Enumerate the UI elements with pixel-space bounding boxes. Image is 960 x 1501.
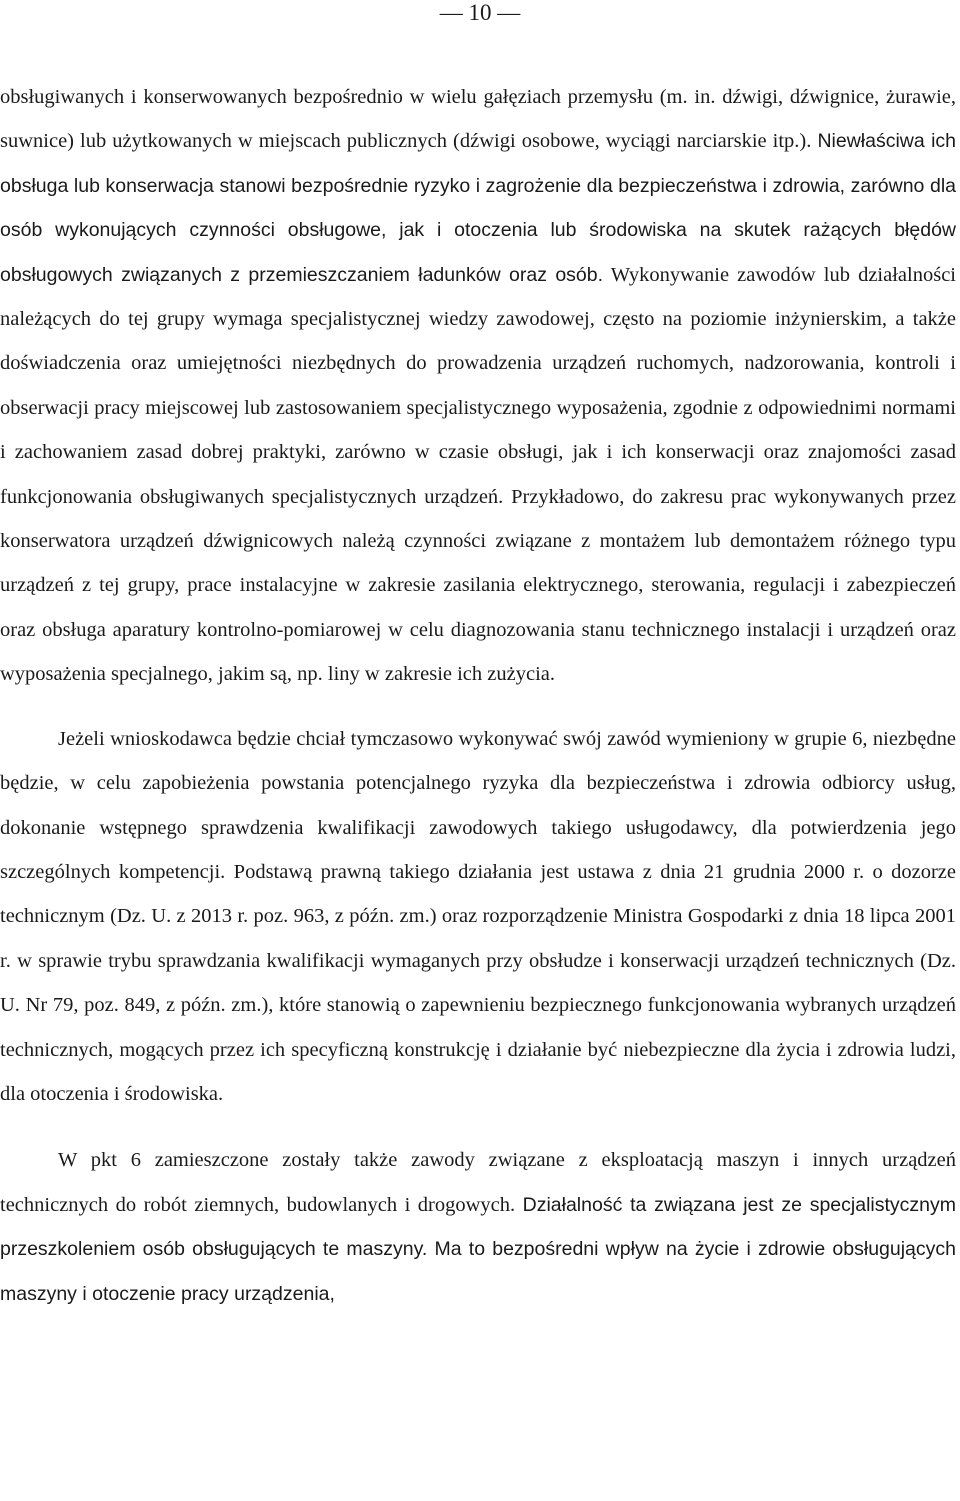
paragraph-3-text-a: W pkt 6 zamieszczone zostały także zawody związane z eksploatacją maszyn i innych urządzeń technicznych do robót ziemnych, budowlanych i drogowych. bbox=[0, 1149, 956, 1216]
paragraph-3 bbox=[0, 1138, 956, 1316]
paragraph-2 bbox=[0, 717, 956, 1117]
paragraph-1 bbox=[0, 75, 956, 697]
paragraph-2-text: Jeżeli wnioskodawca będzie chciał tymczasowo wykonywać swój zawód wymieniony w grupie 6, niezbędne będzie, w celu zapobieżenia powstania potencjalnego ryzyka dla bezpieczeństwa i zdrowia odbiorcy usług, dokonanie wstępnego sprawdzenia kwalifikacji zawodowych takiego usługodawcy, dla potwierdzenia jego szczególnych kompetencji. Podstawą prawną takiego działania jest ustawa z dnia 21 grudnia 2000 r. o dozorze technicznym (Dz. U. z 2013 r. poz. 963, z późn. zm.) oraz rozporządzenie Ministra Gospodarki z dnia 18 lipca 2001 r. w sprawie trybu sprawdzania kwalifikacji wymaganych przy obsłudze i konserwacji urządzeń technicznych (Dz. U. Nr 79, poz. 849, z późn. zm.), które stanowią o zapewnieniu bezpiecznego funkcjonowania wybranych urządzeń technicznych, mogących przez ich specyficzną konstrukcję i działanie być niebezpieczne dla życia i zdrowia ludzi, dla otoczenia i środowiska. bbox=[0, 727, 956, 1105]
paragraph-1-text-a: obsługiwanych i konserwowanych bezpośrednio w wielu gałęziach przemysłu (m. in. dźwigi, dźwignice, żurawie, suwnice) lub użytkowanych w miejscach publicznych (dźwigi osobowe, wyciągi narciarskie itp.). bbox=[0, 86, 956, 153]
document-body bbox=[0, 75, 956, 1316]
paragraph-3-text-b: Działalność ta związana jest ze specjalistycznym przeszkoleniem osób obsługujących te maszyny. Ma to bezpośredni wpływ na życie i zdrowie obsługujących maszyny i otoczenie pracy urządzenia, bbox=[0, 1193, 956, 1305]
paragraph-1-text-c: Wykonywanie zawodów lub działalności należących do tej grupy wymaga specjalistycznej wiedzy zawodowej, często na poziomie inżynierskim, a także doświadczenia oraz umiejętności niezbędnych do prowadzenia urządzeń ruchomych, nadzorowania, kontroli i obserwacji pracy miejscowej lub zastosowaniem specjalistycznego wyposażenia, zgodnie z odpowiednimi normami i zachowaniem zasad dobrej praktyki, zarówno w czasie obsługi, jak i ich konserwacji oraz znajomości zasad funkcjonowania obsługiwanych specjalistycznych urządzeń. Przykładowo, do zakresu prac wykonywanych przez konserwatora urządzeń dźwignicowych należą czynności związane z montażem lub demontażem różnego typu urządzeń z tej grupy, prace instalacyjne w zakresie zasilania elektrycznego, sterowania, regulacji i zabezpieczeń oraz obsługa aparatury kontrolno-pomiarowej w celu diagnozowania stanu technicznego instalacji i urządzeń oraz wyposażenia specjalnego, jakim są, np. liny w zakresie ich zużycia. bbox=[0, 263, 956, 686]
paragraph-1-text-b: Niewłaściwa ich obsługa lub konserwacja stanowi bezpośrednie ryzyko i zagrożenie dla bezpieczeństwa i zdrowia, zarówno dla osób wykonujących czynności obsługowe, jak i otoczenia lub środowiska na skutek rażących błędów obsługowych związanych z przemieszczaniem ładunków oraz osób. bbox=[0, 130, 957, 286]
page-number: — 10 — bbox=[439, 0, 521, 25]
